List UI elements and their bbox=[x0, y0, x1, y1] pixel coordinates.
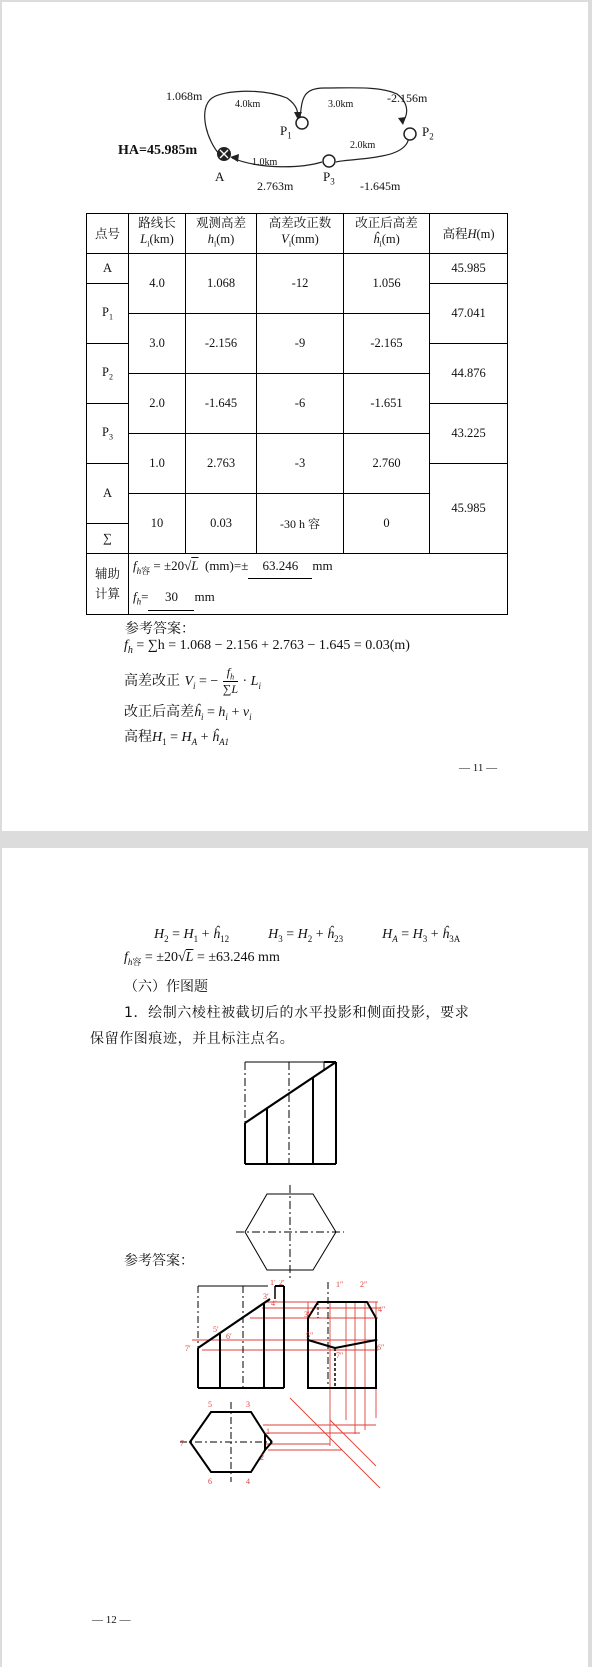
formula-correction: 高差改正 $V_i$ = − $\frac{f_h}{\sum L}$ · $L_i$ bbox=[124, 665, 261, 697]
length-cell: 1.0 bbox=[129, 434, 186, 494]
point-p1-label: $P_1$ bbox=[280, 123, 292, 141]
label-side-4: 4″ bbox=[378, 1305, 386, 1314]
point-p3-label: $P_3$ bbox=[323, 169, 335, 187]
point-p3-marker bbox=[323, 155, 335, 167]
table-row bbox=[87, 254, 508, 284]
elev-cell: 47.041 bbox=[430, 284, 508, 344]
question-top-view bbox=[236, 1185, 344, 1280]
len-p1-p2: 3.0km bbox=[328, 99, 354, 110]
page-number-12: — 12 — bbox=[92, 1614, 131, 1626]
sum-symbol-cell: ∑ bbox=[87, 524, 129, 554]
answer-heading-1: 参考答案： bbox=[125, 621, 195, 637]
formula-elevation: 高程$H_1 = H_A$ + $ĥ_{A1}$ bbox=[124, 729, 230, 747]
question-front-view bbox=[245, 1062, 336, 1164]
header-point: 点号 bbox=[87, 214, 129, 254]
aux-line-2: $f_h= 30$ mm bbox=[133, 584, 507, 615]
formula-adjusted: 改正后高差$ĥ_i = h_i + v_i$ bbox=[124, 704, 252, 722]
label-top-3: 3 bbox=[246, 1400, 250, 1409]
elev-cell: 44.876 bbox=[430, 344, 508, 404]
label-side-2: 2″ bbox=[360, 1280, 368, 1289]
answer-top-view bbox=[180, 1402, 272, 1482]
label-front-1: 1′ bbox=[270, 1280, 276, 1287]
point-cell: $P_3$ bbox=[87, 404, 129, 464]
length-cell: 2.0 bbox=[129, 374, 186, 434]
v-cell: -9 bbox=[257, 314, 344, 374]
page-number-11: — 11 — bbox=[459, 762, 498, 774]
label-top-4: 4 bbox=[246, 1477, 250, 1486]
label-top-5: 5 bbox=[208, 1400, 212, 1409]
label-front-3: 3′ bbox=[263, 1292, 269, 1301]
answer-drawing bbox=[180, 1280, 420, 1510]
answer-side-view bbox=[308, 1282, 376, 1388]
question-line-2: 保留作图痕迹，并且标注点名。 bbox=[90, 1031, 295, 1047]
question-line-1: 1．绘制六棱柱被截切后的水平投影和侧面投影，要求 bbox=[124, 1005, 470, 1021]
point-a-label: A bbox=[215, 169, 225, 184]
label-side-5: 5″ bbox=[306, 1331, 314, 1340]
elev-cell: 43.225 bbox=[430, 404, 508, 464]
label-front-7: 7′ bbox=[185, 1344, 191, 1353]
sum-v-cell: -30 h 容 bbox=[257, 494, 344, 554]
aux-calc-cell bbox=[129, 554, 508, 615]
section-heading: （六）作图题 bbox=[124, 979, 208, 995]
answer-heading-2: 参考答案： bbox=[124, 1253, 194, 1269]
point-p2-marker bbox=[404, 128, 416, 140]
header-adjusted: 改正后高差 $ĥ_i(m)$ bbox=[344, 214, 430, 254]
header-observed: 观测高差 $h_i(m)$ bbox=[186, 214, 257, 254]
aux-calc-row bbox=[87, 554, 508, 615]
h-p1-p2: -2.156m bbox=[387, 91, 428, 105]
len-p2-p3: 2.0km bbox=[350, 140, 376, 151]
elev-cell: 45.985 bbox=[430, 254, 508, 284]
v-cell: -6 bbox=[257, 374, 344, 434]
h-p3-a: 2.763m bbox=[257, 179, 294, 193]
page-11 bbox=[2, 2, 588, 831]
table-header-row bbox=[87, 214, 508, 254]
label-top-7: 7 bbox=[180, 1439, 184, 1448]
point-p1-marker bbox=[296, 117, 308, 129]
adj-cell: 1.056 bbox=[344, 254, 430, 314]
label-front-2: 2′ bbox=[279, 1280, 285, 1287]
question-drawing bbox=[222, 1058, 352, 1288]
len-a-p1: 4.0km bbox=[235, 99, 261, 110]
point-p2-label: $P_2$ bbox=[422, 124, 434, 142]
label-front-6: 6′ bbox=[226, 1332, 232, 1341]
elev-cell: 45.985 bbox=[430, 464, 508, 554]
point-cell: $P_1$ bbox=[87, 284, 129, 344]
label-front-4: 4′ bbox=[271, 1299, 277, 1308]
h-p2-p3: -1.645m bbox=[360, 179, 401, 193]
label-top-6: 6 bbox=[208, 1477, 212, 1486]
page-12 bbox=[2, 848, 588, 1667]
point-cell: A bbox=[87, 464, 129, 524]
header-correction: 高差改正数 $V_i(mm)$ bbox=[257, 214, 344, 254]
formula-fh: $f_h = \sum h = 1.068 - 2.156 + 2.763 - 1.645 = 0.03(m)$ bbox=[124, 638, 410, 656]
dh-cell: 2.763 bbox=[186, 434, 257, 494]
label-side-3: 3″ bbox=[304, 1310, 312, 1319]
sum-length-cell: 10 bbox=[129, 494, 186, 554]
v-cell: -3 bbox=[257, 434, 344, 494]
length-cell: 4.0 bbox=[129, 254, 186, 314]
construction-lines bbox=[192, 1302, 380, 1488]
dh-cell: -2.156 bbox=[186, 314, 257, 374]
len-p3-a: 1.0km bbox=[252, 157, 278, 168]
label-front-5: 5′ bbox=[213, 1325, 219, 1334]
adj-cell: 2.760 bbox=[344, 434, 430, 494]
sum-dh-cell: 0.03 bbox=[186, 494, 257, 554]
formula-fh-allow: $f_{h容} = \pm 20√L = \pm 63.246$ mm bbox=[124, 950, 280, 968]
formula-h2-h3-ha: $H_2 = H_1$ + $ĥ_{12}$ $H_3 = H_2$ + $ĥ_{23}$ $H_A = H_3$ + $ĥ_{3A}$ bbox=[154, 927, 461, 944]
leveling-table bbox=[86, 213, 508, 615]
v-cell: -12 bbox=[257, 254, 344, 314]
adj-cell: -2.165 bbox=[344, 314, 430, 374]
point-cell: A bbox=[87, 254, 129, 284]
label-side-7: 7″ bbox=[336, 1351, 344, 1360]
header-length: 路线长 $L_i(km)$ bbox=[129, 214, 186, 254]
aux-line-1: $f_{h容} = \pm 20√L$ (mm)=± 63.246 mm bbox=[133, 554, 507, 584]
sum-adj-cell: 0 bbox=[344, 494, 430, 554]
aux-label-cell: 辅助 计算 bbox=[87, 554, 129, 615]
dh-cell: 1.068 bbox=[186, 254, 257, 314]
leveling-loop-diagram bbox=[112, 80, 452, 200]
point-cell: $P_2$ bbox=[87, 344, 129, 404]
label-side-6: 6″ bbox=[377, 1343, 385, 1352]
label-top-2: 2 bbox=[260, 1453, 264, 1462]
ha-label: HA=45.985m bbox=[118, 143, 198, 158]
adj-cell: -1.651 bbox=[344, 374, 430, 434]
label-top-1: 1 bbox=[266, 1427, 270, 1436]
dh-cell: -1.645 bbox=[186, 374, 257, 434]
h-a-p1: 1.068m bbox=[166, 89, 203, 103]
length-cell: 3.0 bbox=[129, 314, 186, 374]
header-elevation: 高程H(m) bbox=[430, 214, 508, 254]
label-side-1: 1″ bbox=[336, 1280, 344, 1289]
